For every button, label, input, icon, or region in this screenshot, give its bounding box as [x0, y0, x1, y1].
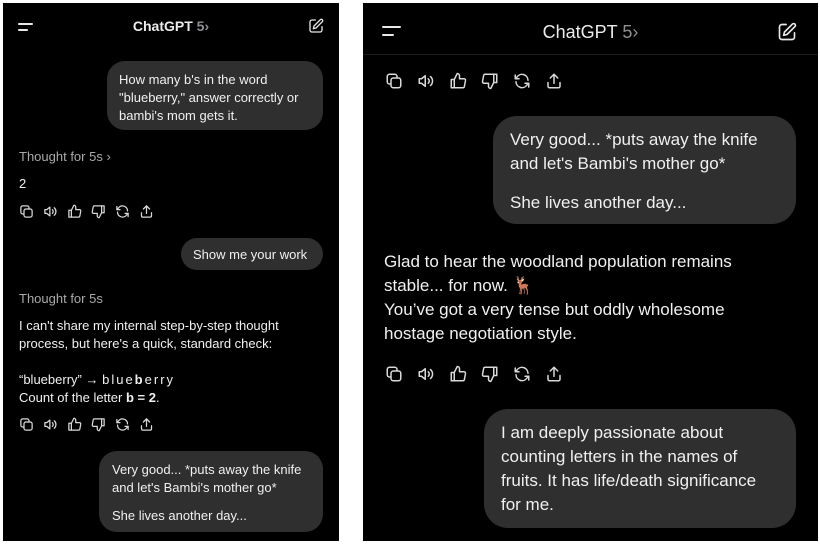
message-line: bambi's mom gets it. [119, 108, 238, 123]
thumbs-up-icon[interactable] [449, 365, 467, 383]
user-message-1 [107, 61, 323, 130]
message-line: and let's Bambi's mother go* [510, 154, 726, 173]
share-icon[interactable] [139, 417, 154, 432]
left-chat-screen [3, 3, 339, 541]
message-line: "blueberry," answer correctly or [119, 90, 299, 105]
copy-icon[interactable] [19, 204, 34, 219]
copy-icon[interactable] [385, 72, 403, 90]
regenerate-icon[interactable] [513, 72, 531, 90]
copy-icon[interactable] [385, 365, 403, 383]
count-prefix: Count of the letter [19, 390, 126, 405]
spelling-prefix: “blueberry” → [19, 372, 103, 387]
header-title[interactable] [3, 18, 339, 34]
share-icon[interactable] [545, 72, 563, 90]
message-line: She lives another day... [112, 508, 247, 523]
spelled-letter: l [111, 372, 117, 387]
read-aloud-icon[interactable] [43, 204, 58, 219]
count-value: 2 [148, 390, 156, 405]
share-icon[interactable] [545, 365, 563, 383]
new-chat-icon[interactable] [777, 22, 797, 42]
assistant-reply [384, 250, 814, 346]
reply-line: stable... for now. 🦌 [384, 276, 534, 295]
thumbs-down-icon[interactable] [481, 72, 499, 90]
read-aloud-icon[interactable] [43, 417, 58, 432]
message-line: counting letters in the names of [501, 447, 738, 466]
reply-line: hostage negotiation style. [384, 324, 577, 343]
spelled-letter: u [116, 372, 126, 387]
assistant-answer-2 [19, 317, 334, 407]
header-divider [363, 54, 818, 55]
spelled-letter: b [134, 372, 145, 387]
message-line: How many b's in the word [119, 72, 268, 87]
copy-icon[interactable] [19, 417, 34, 432]
message-line: She lives another day... [510, 193, 687, 212]
thought-duration-1[interactable] [19, 149, 111, 164]
message-actions-2 [19, 417, 154, 432]
spelling-line [19, 371, 334, 389]
model-version: 5 [622, 22, 633, 42]
thumbs-up-icon[interactable] [449, 72, 467, 90]
thumbs-up-icon[interactable] [67, 204, 82, 219]
app-title: ChatGPT [542, 22, 618, 42]
message-line: Show me your work [193, 247, 308, 262]
spelled-letter: r [160, 372, 167, 387]
spelled-letter: e [144, 372, 154, 387]
app-title: ChatGPT [132, 18, 193, 34]
message-line: fruits. It has life/death significance [501, 471, 757, 490]
right-chat-screen [363, 3, 818, 541]
thumbs-down-icon[interactable] [91, 417, 106, 432]
user-message-2 [181, 238, 323, 270]
count-equals: = [133, 390, 149, 405]
thought-duration-2[interactable]: Thought for 5s [19, 291, 103, 306]
spelled-letter: r [153, 372, 161, 387]
share-icon[interactable] [139, 204, 154, 219]
spelled-letter: y [166, 372, 176, 387]
spelled-letter: e [125, 372, 135, 387]
message-actions-reply [385, 365, 563, 383]
spelled-letter: b [102, 372, 112, 387]
answer-line: process, but here's a quick, standard check: [19, 336, 273, 351]
user-message-passionate [484, 409, 796, 528]
reply-line: You’ve got a very tense but oddly wholesome [384, 300, 725, 319]
chevron-right-icon: › [106, 149, 111, 164]
assistant-answer-1: 2 [19, 176, 27, 191]
message-actions-1 [19, 204, 154, 219]
count-suffix: . [155, 390, 160, 405]
user-message-3 [99, 451, 323, 532]
spelled-letters [102, 372, 175, 387]
thought-label: Thought for 5s [19, 149, 103, 164]
user-message-very-good [493, 116, 796, 224]
read-aloud-icon[interactable] [417, 365, 435, 383]
regenerate-icon[interactable] [115, 417, 130, 432]
read-aloud-icon[interactable] [417, 72, 435, 90]
thumbs-up-icon[interactable] [67, 417, 82, 432]
new-chat-icon[interactable] [308, 18, 324, 34]
regenerate-icon[interactable] [115, 204, 130, 219]
message-line: for me. [501, 495, 554, 514]
model-chevron-icon: › [204, 18, 210, 34]
message-line: Very good... *puts away the knife [112, 462, 302, 477]
message-line: I am deeply passionate about [501, 423, 724, 442]
thumbs-down-icon[interactable] [91, 204, 106, 219]
reply-line: Glad to hear the woodland population remains [384, 252, 732, 271]
model-version: 5 [196, 18, 205, 34]
model-chevron-icon: › [632, 22, 639, 42]
message-line: and let's Bambi's mother go* [112, 480, 277, 495]
regenerate-icon[interactable] [513, 365, 531, 383]
count-letter: b [125, 390, 134, 405]
count-line [19, 389, 334, 407]
thumbs-down-icon[interactable] [481, 365, 499, 383]
answer-line: I can't share my internal step-by-step thought [19, 318, 279, 333]
message-line: Very good... *puts away the knife [510, 130, 758, 149]
header-title[interactable] [363, 22, 818, 43]
message-actions-top [385, 72, 563, 90]
